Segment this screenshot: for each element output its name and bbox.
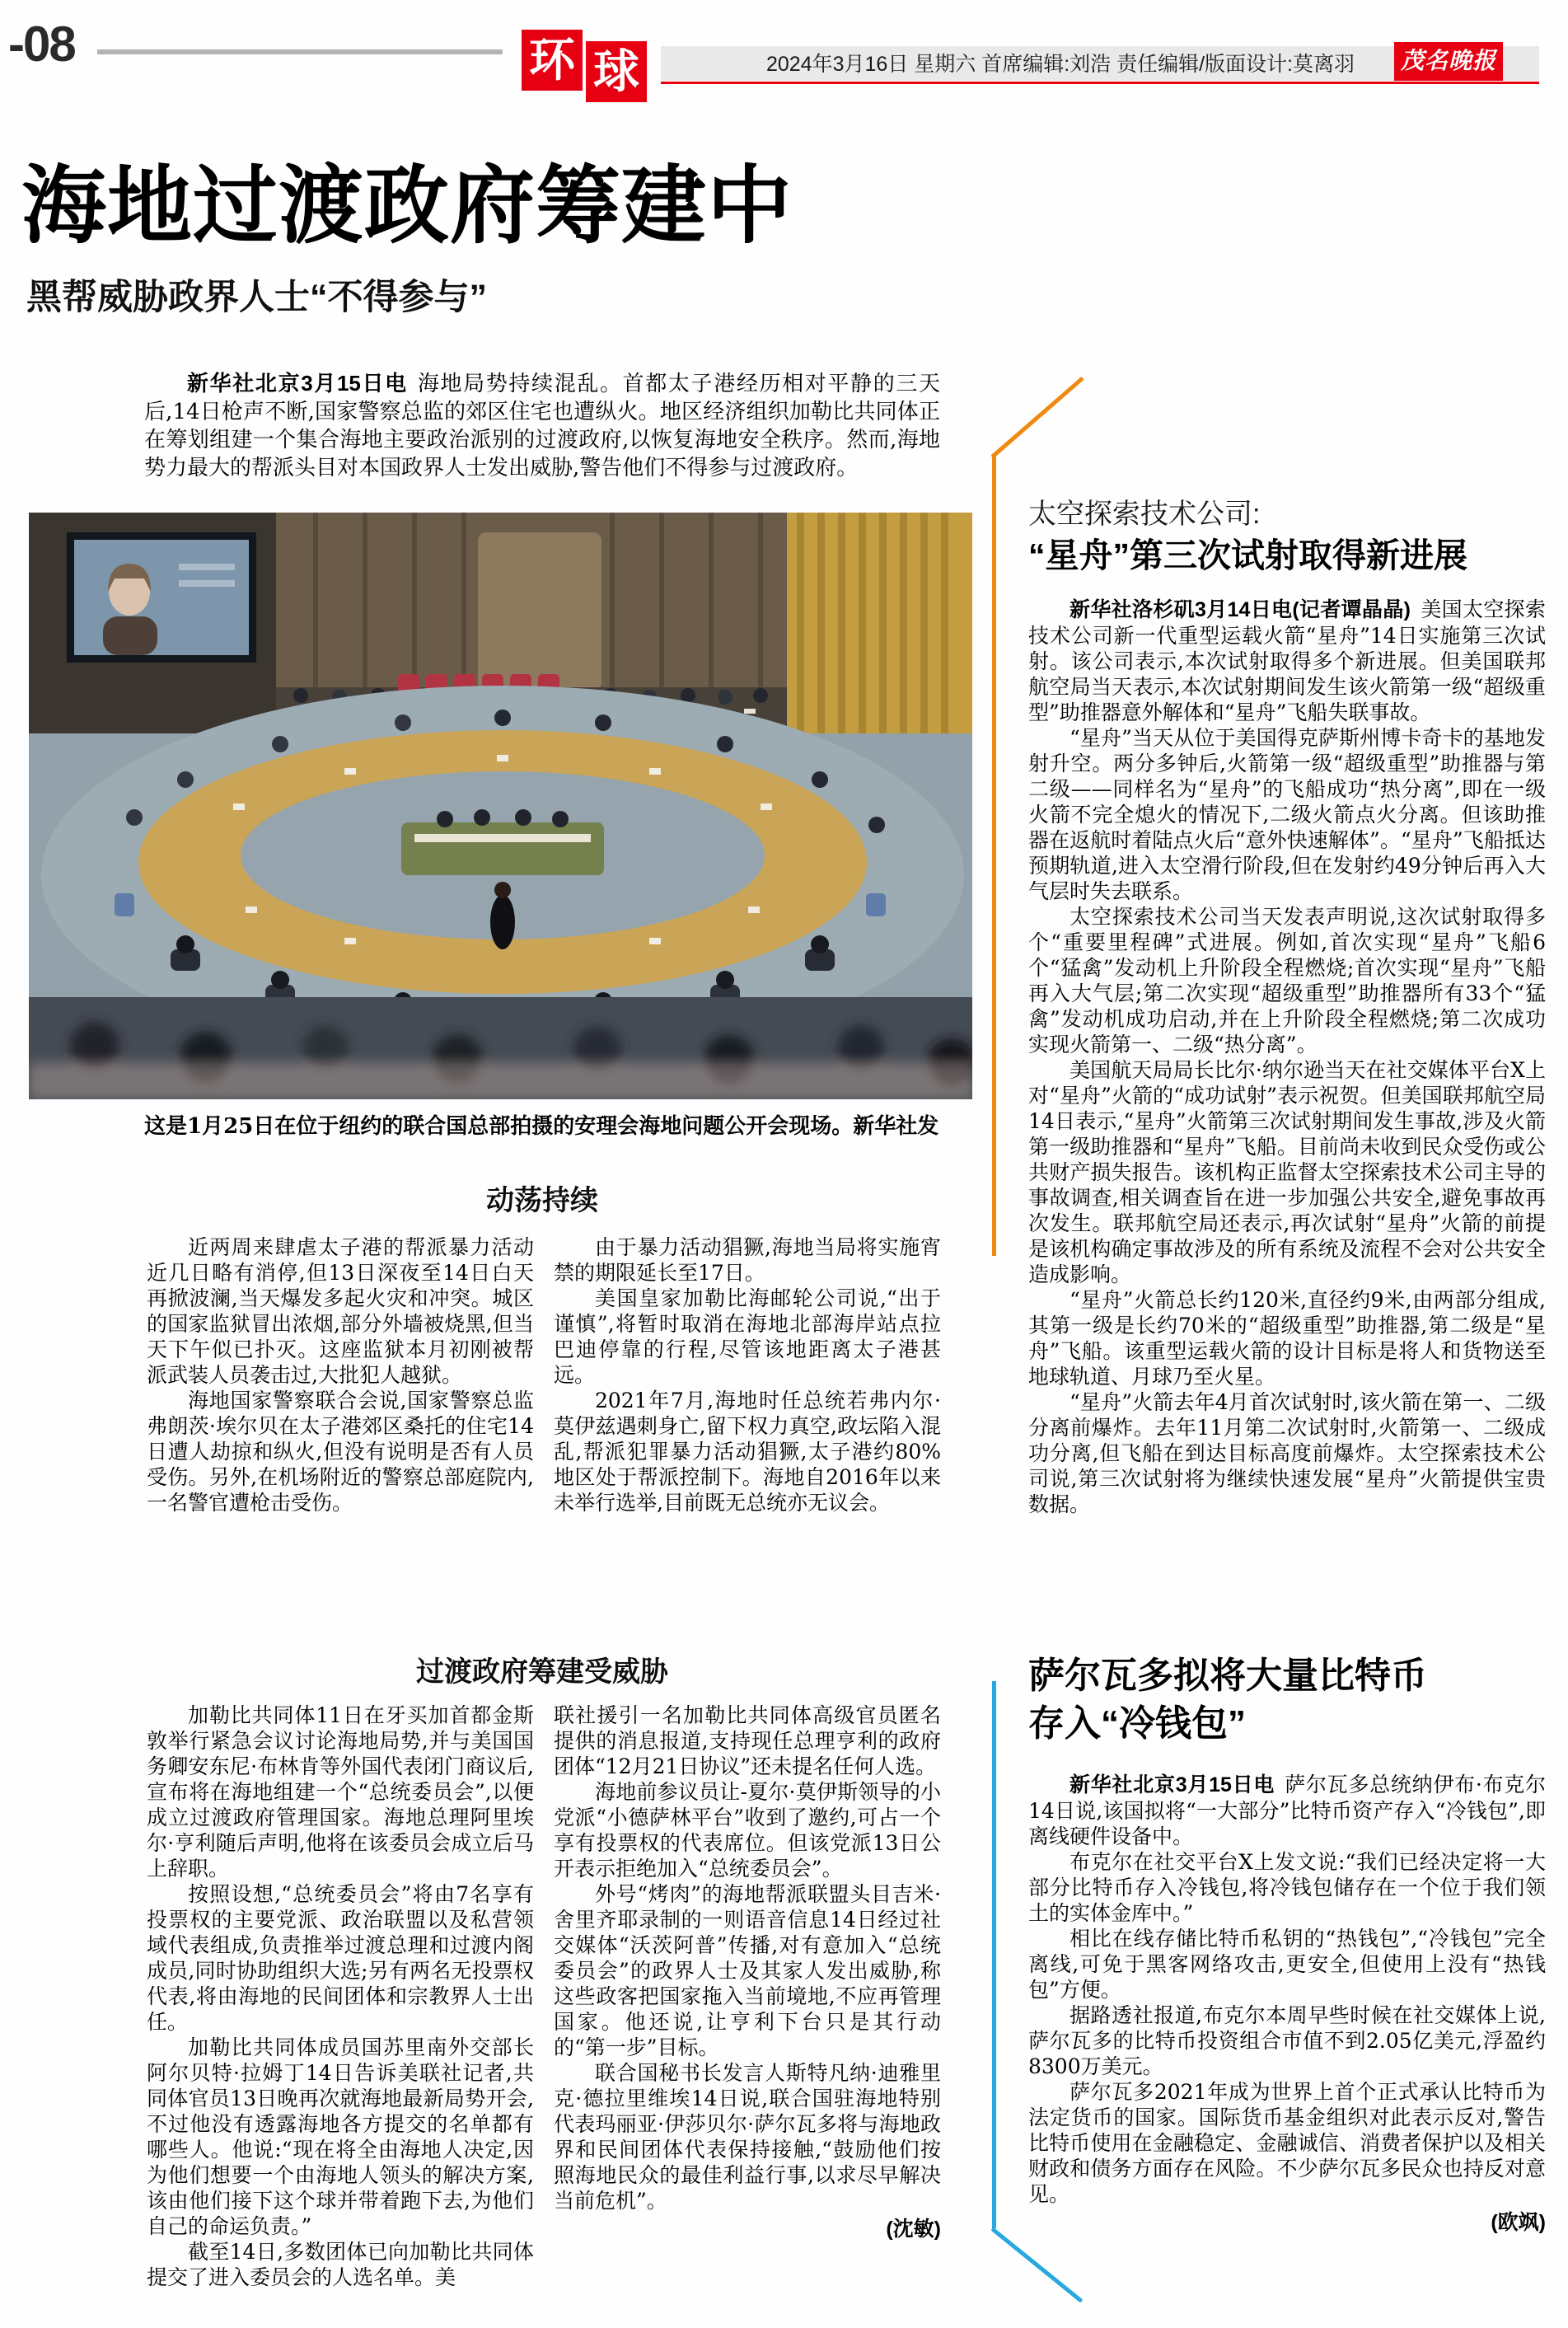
threat-column-2 — [554, 1703, 941, 2321]
paragraph: 外号“烤肉”的海地帮派联盟头目吉米·舍里齐耶录制的一则语音信息14日经过社交媒体“沃茨阿普”传播,对有意加入“总统委员会”的政界人士及其家人发出威胁,称这些政客把国家拖入当前境地,不应再管理国家。他还说,让亨利下台只是其行动的“第一步”目标。 — [554, 1882, 941, 2059]
spacex-body — [1028, 597, 1546, 1653]
spacex-kicker: 太空探索技术公司: — [1028, 499, 1261, 530]
paragraph: 美国皇家加勒比海邮轮公司说,“出于谨慎”,将暂时取消在海地北部海岸站点拉巴迪停靠的行程,尽管该地距离太子港甚远。 — [554, 1286, 941, 1387]
bitcoin-title-line2: 存入“冷钱包” — [1028, 1703, 1246, 1744]
header-red-rule — [661, 82, 1539, 84]
paragraph: 近两周来肆虐太子港的帮派暴力活动近几日略有消停,但13日深夜至14日白天再掀波澜,当天爆发多起火灾和冲突。城区的国家监狱冒出浓烟,部分外墙被烧黑,但当天下午似已扑灭。这座监狱本月初刚被帮派武装人员袭击过,大批犯人越狱。 — [147, 1235, 534, 1387]
dateline: 新华社北京3月15日电 — [1070, 1773, 1275, 1796]
paragraph — [1028, 1772, 1546, 1849]
lead-paragraph — [144, 369, 940, 486]
sub-headline: 黑帮威胁政界人士“不得参与” — [26, 278, 487, 317]
photo-caption: 这是1月25日在位于纽约的联合国总部拍摄的安理会海地问题公开会现场。新华社发 — [144, 1114, 939, 1139]
main-headline: 海地过渡政府筹建中 — [21, 158, 793, 253]
bitcoin-title-line1: 萨尔瓦多拟将大量比特币 — [1028, 1656, 1427, 1696]
paragraph: 太空探索技术公司当天发表声明说,这次试射取得多个“重要里程碑”式进展。例如,首次实现“星舟”飞船6个“猛禽”发动机上升阶段全程燃烧;首次实现“星舟”飞船再入大气层;第二次实现“超级重型”助推器所有33个“猛禽”发动机成功启动,并在上升阶段全程燃烧;第二次成功实现火箭第一、二级“热分离”。 — [1028, 905, 1546, 1056]
paragraph: 2021年7月,海地时任总统若弗内尔·莫伊兹遇刺身亡,留下权力真空,政坛陷入混乱,帮派犯罪暴力活动猖獗,太子港约80%地区处于帮派控制下。海地自2016年以来未举行选举,目前既无总统亦无议会。 — [554, 1389, 941, 1515]
paragraph: 萨尔瓦多2021年成为世界上首个正式承认比特币为法定货币的国家。国际货币基金组织对此表示反对,警告比特币使用在金融稳定、金融诚信、消费者保护以及相关财政和债务方面存在风险。不少萨尔瓦多民众也持反对意见。 — [1028, 2080, 1546, 2206]
section-title-threat: 过渡政府筹建受威胁 — [416, 1656, 668, 1688]
paragraph: 联合国秘书长发言人斯特凡纳·迪雅里克·德拉里维埃14日说,联合国驻海地特别代表玛丽亚·伊莎贝尔·萨尔瓦多将与海地政界和民间团体代表保持接触,“鼓励他们按照海地民众的最佳利益行事,以求尽早解决当前危机”。 — [554, 2061, 941, 2213]
accent-line-blue-vertical — [992, 1681, 996, 2228]
paragraph: 截至14日,多数团体已向加勒比共同体提交了进入委员会的人选名单。美 — [147, 2240, 534, 2289]
section-badge-qiu: 球 — [586, 41, 647, 102]
byline: (沈敏) — [886, 2218, 941, 2241]
turmoil-column-1 — [147, 1234, 534, 1651]
dateline: 新华社北京3月15日电 — [187, 371, 408, 396]
lead-text: 美国太空探索技术公司新一代重型运载火箭“星舟”14日实施第三次试射。该公司表示,本次试射取得多个新进展。但美国联邦航空局当天表示,本次试射期间发生该火箭第一级“超级重型”助推器意外解体和“星舟”飞船失联事故。 — [1028, 597, 1546, 724]
header-gray-rule — [97, 49, 503, 54]
section-title-turmoil: 动荡持续 — [486, 1185, 598, 1216]
byline: (欧飒) — [1491, 2211, 1546, 2234]
paragraph: 海地前参议员让-夏尔·莫伊斯领导的小党派“小德萨林平台”收到了邀约,可占一个享有投票权的代表席位。但该党派13日公开表示拒绝加入“总统委员会”。 — [554, 1780, 941, 1881]
paragraph: 布克尔在社交平台X上发文说:“我们已经决定将一大部分比特币存入冷钱包,将冷钱包储存在一个位于我们领土的实体金库中。” — [1028, 1850, 1546, 1925]
paragraph: 据路透社报道,布克尔本周早些时候在社交媒体上说,萨尔瓦多的比特币投资组合市值不到2.05亿美元,浮盈约8300万美元。 — [1028, 2003, 1546, 2078]
date-and-editors: 2024年3月16日 星期六 首席编辑:刘浩 责任编辑/版面设计:莫离羽 — [766, 53, 1355, 76]
paragraph: “星舟”火箭去年4月首次试射时,该火箭在第一、二级分离前爆炸。去年11月第二次试射时,火箭第一、二级成功分离,但飞船在到达目标高度前爆炸。太空探索技术公司说,第三次试射将为继续快速发展“星舟”火箭提供宝贵数据。 — [1028, 1390, 1546, 1516]
paragraph: 美国航天局局长比尔·纳尔逊当天在社交媒体平台X上对“星舟”火箭的“成功试射”表示祝贺。但美国联邦航空局14日表示,“星舟”火箭第三次试射期间发生事故,涉及火箭第一级助推器和“星舟”飞船。目前尚未收到民众受伤或公共财产损失报告。该机构正监督太空探索技术公司主导的事故调查,相关调查旨在进一步加强公共安全,避免事故再次发生。联邦航空局还表示,再次试射“星舟”火箭的前提是该机构确定事故涉及的所有系统及流程不会对公共安全造成影响。 — [1028, 1058, 1546, 1286]
paragraph: 加勒比共同体11日在牙买加首都金斯敦举行紧急会议讨论海地局势,并与美国国务卿安东尼·布林肯等外国代表闭门商议后,宣布将在海地组建一个“总统委员会”,以便成立过渡政府管理国家。海地总理阿里埃尔·亨利随后声明,他将在该委员会成立后马上辞职。 — [147, 1703, 534, 1881]
dateline: 新华社洛杉矶3月14日电(记者谭晶晶) — [1070, 598, 1411, 621]
threat-column-1 — [147, 1703, 534, 2321]
page-number: -08 — [8, 16, 75, 72]
paragraph: 由于暴力活动猖獗,海地当局将实施宵禁的期限延长至17日。 — [554, 1235, 941, 1285]
lead-text: 萨尔瓦多总统纳伊布·布克尔14日说,该国拟将“一大部分”比特币资产存入“冷钱包”,即离线硬件设备中。 — [1028, 1773, 1546, 1848]
paragraph — [1028, 597, 1546, 725]
unsc-chamber-illustration — [29, 513, 972, 1099]
paragraph: “星舟”火箭总长约120米,直径约9米,由两部分组成,其第一级是长约70米的“超级重型”助推器,第二级是“星舟”飞船。该重型运载火箭的设计目标是将人和货物送至地球轨道、月球乃至火星。 — [1028, 1288, 1546, 1389]
paragraph: 相比在线存储比特币私钥的“热钱包”,“冷钱包”完全离线,可免于黑客网络攻击,更安全,但使用上没有“热钱包”方便。 — [1028, 1927, 1546, 2002]
accent-line-orange-diagonal — [990, 377, 1084, 459]
paragraph: “星舟”当天从位于美国得克萨斯州博卡奇卡的基地发射升空。两分多钟后,火箭第一级“超级重型”助推器与第二级——同样名为“星舟”的飞船成功“热分离”,即在一级火箭不完全熄火的情况下,二级火箭点火分离。但该助推器在返航时着陆点火后“意外快速解体”。“星舟”飞船抵达预期轨道,进入太空滑行阶段,但在发射约49分钟后再入大气层时失去联系。 — [1028, 726, 1546, 903]
paragraph-continuation: 联社援引一名加勒比共同体高级官员匿名提供的消息报道,支持现任总理亨利的政府团体“12月21日协议”还未提名任何人选。 — [554, 1703, 941, 1778]
section-badge-huan: 环 — [522, 30, 583, 91]
paragraph: 按照设想,“总统委员会”将由7名享有投票权的主要党派、政治联盟以及私营领域代表组成,负责推举过渡总理和过渡内阁成员,同时协助组织大选;另有两名无投票权代表,将由海地的民间团体和宗教界人士出任。 — [147, 1882, 534, 2034]
paragraph: 海地国家警察联合会说,国家警察总监弗朗茨·埃尔贝在太子港郊区桑托的住宅14日遭人劫掠和纵火,但没有说明是否有人员受伤。另外,在机场附近的警察总部庭院内,一名警官遭枪击受伤。 — [147, 1389, 534, 1515]
masthead-logo: 茂名晚报 — [1394, 42, 1503, 81]
lead-text: 海地局势持续混乱。首都太子港经历相对平静的三天后,14日枪声不断,国家警察总监的郊区住宅也遭纵火。地区经济组织加勒比共同体正在筹划组建一个集合海地主要政治派别的过渡政府,以恢复海地安全秩序。然而,海地势力最大的帮派头目对本国政界人士发出威胁,警告他们不得参与过渡政府。 — [144, 372, 940, 480]
accent-line-orange-vertical — [992, 455, 996, 1256]
bitcoin-body — [1028, 1772, 1546, 2266]
turmoil-column-2 — [554, 1234, 941, 1651]
spacex-title: “星舟”第三次试射取得新进展 — [1028, 536, 1467, 574]
paragraph: 加勒比共同体成员国苏里南外交部长阿尔贝特·拉姆丁14日告诉美联社记者,共同体官员13日晚再次就海地最新局势开会,不过他没有透露海地各方提交的名单都有哪些人。他说:“现在将全由海地人决定,因为他们想要一个由海地人领头的解决方案,该由他们接下这个球并带着跑下去,为他们自己的命运负责。” — [147, 2035, 534, 2238]
unsc-meeting-photo — [29, 513, 972, 1099]
